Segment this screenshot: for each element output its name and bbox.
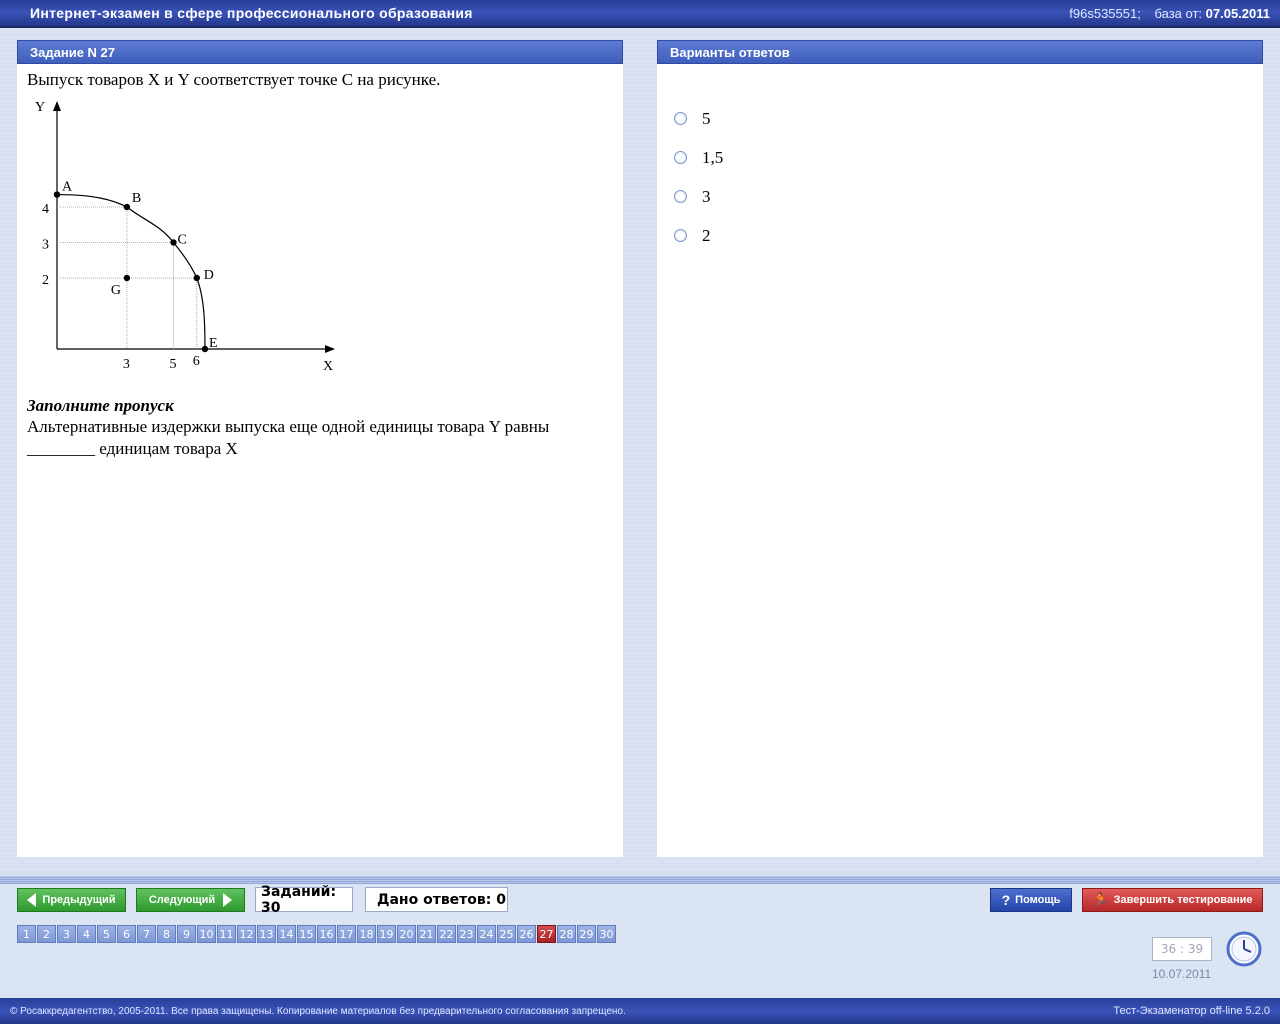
bottom-divider: [0, 876, 1280, 884]
x-axis-arrow-icon: [325, 345, 335, 353]
help-button[interactable]: [990, 888, 1072, 912]
help-label: Помощь: [1015, 894, 1061, 906]
answer-option[interactable]: [674, 209, 1263, 262]
page-button-15[interactable]: 15: [297, 925, 316, 943]
point-C: [170, 239, 176, 245]
prev-button[interactable]: [17, 888, 126, 912]
point-label-A: A: [62, 179, 73, 195]
x-axis-label: X: [323, 359, 334, 374]
point-label-C: C: [177, 232, 187, 248]
answer-label: 5: [702, 108, 711, 128]
fill-title: Заполните пропуск: [27, 396, 174, 415]
page-button-1[interactable]: 1: [17, 925, 36, 943]
version: Тест-Экзаменатор off-line 5.2.0: [1113, 1005, 1270, 1017]
page-button-2[interactable]: 2: [37, 925, 56, 943]
page-button-14[interactable]: 14: [277, 925, 296, 943]
answer-label: 2: [702, 225, 711, 245]
page-button-23[interactable]: 23: [457, 925, 476, 943]
point-label-G: G: [110, 283, 122, 298]
radio-button[interactable]: [674, 151, 687, 164]
page-button-6[interactable]: 6: [117, 925, 136, 943]
point-E: [202, 346, 208, 352]
radio-button[interactable]: [674, 229, 687, 242]
point-G: [124, 275, 130, 281]
page-button-9[interactable]: 9: [177, 925, 196, 943]
page-button-17[interactable]: 17: [337, 925, 356, 943]
fill-text: Альтернативные издержки выпуска еще одной единицы товара Y равны ________ единицам товара X: [27, 417, 550, 458]
clock-icon: [1225, 930, 1263, 968]
ppf-curve: [57, 195, 205, 349]
app-title-bar: [0, 0, 1280, 28]
answer-list: [657, 64, 1263, 262]
y-axis-arrow-icon: [53, 101, 61, 111]
page-button-24[interactable]: 24: [477, 925, 496, 943]
page-button-7[interactable]: 7: [137, 925, 156, 943]
page-button-12[interactable]: 12: [237, 925, 256, 943]
task-heading: Задание N 27: [17, 40, 623, 64]
y-tick-label: 3: [42, 237, 49, 253]
arrow-left-icon: [27, 893, 36, 907]
timer: 36 : 39: [1152, 937, 1212, 961]
page-button-21[interactable]: 21: [417, 925, 436, 943]
page-button-8[interactable]: 8: [157, 925, 176, 943]
tasks-counter: Заданий: 30: [255, 887, 353, 912]
page-button-3[interactable]: 3: [57, 925, 76, 943]
session-info: [1069, 6, 1270, 21]
page-navigator: [17, 925, 617, 943]
help-icon: ?: [1001, 892, 1011, 908]
ppf-chart: [27, 95, 347, 380]
page-button-18[interactable]: 18: [357, 925, 376, 943]
point-D: [194, 275, 200, 281]
page-button-22[interactable]: 22: [437, 925, 456, 943]
db-date: 07.05.2011: [1205, 6, 1270, 21]
y-axis-label: Y: [35, 100, 46, 115]
x-tick-label: 3: [122, 357, 130, 372]
point-label-B: B: [131, 191, 142, 206]
page-button-16[interactable]: 16: [317, 925, 336, 943]
app-title: Интернет-экзамен в сфере профессионального образования: [30, 5, 473, 21]
page-button-20[interactable]: 20: [397, 925, 416, 943]
point-label-E: E: [208, 336, 218, 351]
page-button-28[interactable]: 28: [557, 925, 576, 943]
next-button[interactable]: [136, 888, 245, 912]
y-tick-label: 2: [42, 273, 49, 288]
task-question: Выпуск товаров X и Y соответствует точке C на рисунке.: [27, 70, 441, 89]
page-button-10[interactable]: 10: [197, 925, 216, 943]
page-button-4[interactable]: 4: [77, 925, 96, 943]
page-button-26[interactable]: 26: [517, 925, 536, 943]
radio-button[interactable]: [674, 112, 687, 125]
answers-heading: Варианты ответов: [657, 40, 1263, 64]
page-button-25[interactable]: 25: [497, 925, 516, 943]
point-B: [124, 204, 130, 210]
page-button-19[interactable]: 19: [377, 925, 396, 943]
footer: [0, 998, 1280, 1024]
prev-label: Предыдущий: [42, 894, 116, 906]
arrow-right-icon: [223, 893, 232, 907]
page-button-30[interactable]: 30: [597, 925, 616, 943]
page-button-5[interactable]: 5: [97, 925, 116, 943]
running-man-icon: 🏃: [1092, 892, 1109, 907]
page-button-27[interactable]: 27: [537, 925, 556, 943]
y-tick-label: 4: [42, 202, 49, 217]
x-tick-label: 5: [169, 357, 177, 372]
finish-button[interactable]: [1082, 888, 1263, 912]
radio-button[interactable]: [674, 190, 687, 203]
page-button-11[interactable]: 11: [217, 925, 236, 943]
next-label: Следующий: [148, 894, 216, 906]
page-button-13[interactable]: 13: [257, 925, 276, 943]
answer-label: 3: [702, 186, 711, 206]
answer-label: 1,5: [702, 147, 724, 167]
copyright: © Росаккредагентство, 2005-2011. Все права защищены. Копирование материалов без предварительного согласования запрещено.: [10, 1005, 626, 1017]
answers-panel: [657, 40, 1263, 857]
answers-counter: Дано ответов: 0: [365, 887, 508, 912]
point-label-D: D: [203, 268, 214, 283]
page-button-29[interactable]: 29: [577, 925, 596, 943]
point-A: [54, 191, 60, 197]
finish-label: Завершить тестирование: [1113, 894, 1253, 906]
current-date: 10.07.2011: [1152, 967, 1212, 981]
db-label: база от:: [1154, 6, 1203, 21]
session-id: f96s535551;: [1069, 6, 1141, 21]
x-tick-label: 6: [192, 354, 200, 369]
